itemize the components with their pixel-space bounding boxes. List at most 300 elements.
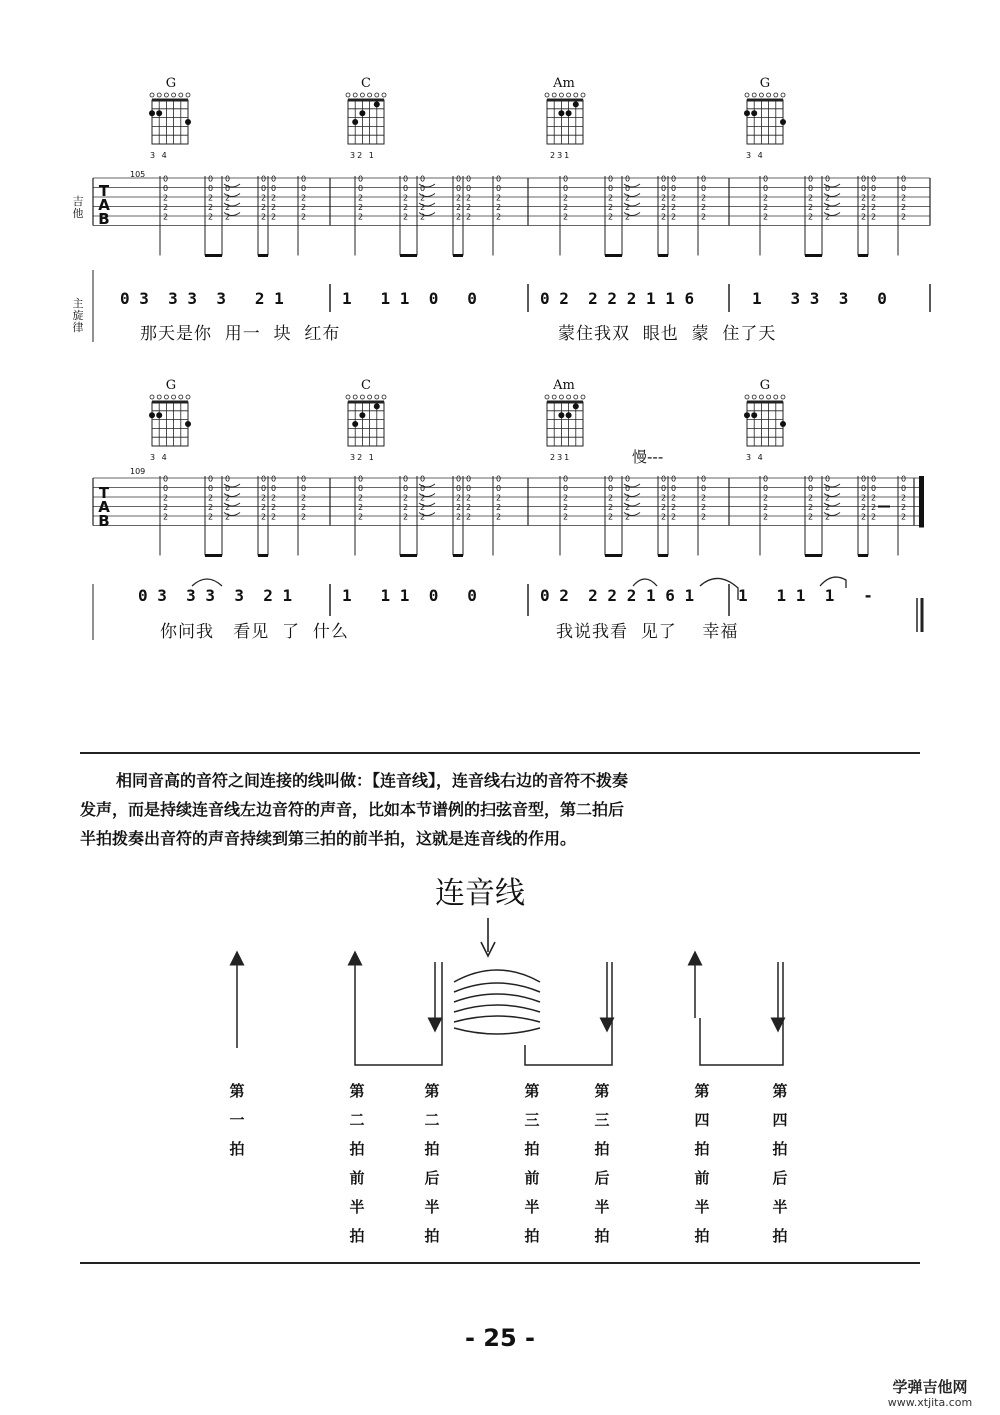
svg-text:0: 0	[208, 484, 214, 493]
svg-text:0: 0	[301, 184, 307, 193]
measure-number: 105	[130, 170, 146, 179]
svg-text:2: 2	[420, 212, 426, 222]
svg-text:2: 2	[608, 503, 614, 512]
svg-text:0: 0	[608, 474, 614, 484]
svg-text:0: 0	[420, 484, 426, 493]
svg-text:2: 2	[208, 193, 214, 203]
svg-text:0: 0	[271, 174, 277, 184]
svg-text:2: 2	[661, 512, 667, 522]
svg-text:2: 2	[608, 212, 614, 222]
rhythm-beam	[355, 962, 442, 1065]
svg-text:2: 2	[901, 512, 907, 522]
finger-dot	[780, 421, 786, 427]
beat-label-column	[690, 1077, 714, 1251]
jianpu-measure: 1 1 1 1 -	[738, 586, 873, 605]
svg-text:2: 2	[861, 512, 867, 522]
svg-text:2: 2	[861, 503, 867, 512]
svg-text:2: 2	[163, 212, 169, 222]
svg-text:2: 2	[403, 503, 409, 512]
svg-text:2: 2	[701, 512, 707, 522]
svg-text:2: 2	[456, 203, 462, 212]
beat-label-char: 半	[349, 1198, 365, 1216]
svg-text:0: 0	[208, 174, 214, 184]
svg-text:0: 0	[608, 174, 614, 184]
lyrics-line: 你问我 看见 了 什么	[160, 622, 349, 642]
svg-text:2: 2	[871, 193, 877, 203]
svg-text:2: 2	[163, 503, 169, 512]
lyrics-line: 那天是你 用一 块 红布	[140, 324, 341, 344]
svg-text:2: 2	[261, 212, 267, 222]
svg-text:2: 2	[901, 493, 907, 503]
svg-text:2: 2	[301, 503, 307, 512]
lyrics-line: 蒙住我双 眼也 蒙 住了天	[558, 324, 777, 344]
svg-text:2: 2	[261, 193, 267, 203]
beat-label-char: 拍	[594, 1140, 610, 1158]
finger-dot	[359, 412, 365, 418]
chord-diagram	[346, 395, 386, 446]
beat-label-char: 第	[594, 1082, 610, 1100]
beat-label-char: 第	[349, 1082, 365, 1100]
svg-text:0: 0	[671, 184, 677, 193]
svg-text:2: 2	[496, 212, 502, 222]
beat-label-char: 三	[594, 1111, 610, 1129]
jianpu-measure: 1 1 1 0 0	[342, 586, 477, 605]
beat-label-column	[520, 1077, 544, 1251]
svg-text:2: 2	[261, 512, 267, 522]
beat-label-char: 三	[524, 1111, 540, 1129]
svg-text:2: 2	[901, 503, 907, 512]
svg-text:2: 2	[563, 193, 569, 203]
svg-text:0: 0	[901, 474, 907, 484]
beat-label-char: 后	[424, 1169, 440, 1187]
svg-text:2: 2	[871, 212, 877, 222]
svg-text:0: 0	[358, 484, 364, 493]
jianpu-barlines-system-1	[0, 270, 1000, 350]
svg-text:0: 0	[763, 184, 769, 193]
svg-text:0: 0	[701, 484, 707, 493]
svg-text:2: 2	[163, 203, 169, 212]
chord-name: Am	[553, 76, 575, 91]
svg-text:2: 2	[456, 493, 462, 503]
svg-text:0: 0	[456, 474, 462, 484]
chord-diagram	[149, 395, 191, 446]
jianpu-measure: 0 3 3 3 3 2 1	[120, 289, 284, 308]
svg-text:2: 2	[420, 503, 426, 512]
svg-text:0: 0	[625, 174, 631, 184]
svg-text:2: 2	[225, 503, 231, 512]
beat-label-char: 前	[524, 1169, 540, 1187]
svg-text:2: 2	[861, 203, 867, 212]
svg-text:2: 2	[403, 193, 409, 203]
tie-arcs	[454, 970, 540, 1034]
svg-text:0: 0	[808, 474, 814, 484]
beat-label-char: 拍	[349, 1227, 365, 1245]
svg-text:0: 0	[163, 184, 169, 193]
svg-text:2: 2	[901, 212, 907, 222]
svg-text:2: 2	[466, 512, 472, 522]
svg-text:2: 2	[301, 493, 307, 503]
svg-text:2: 2	[861, 493, 867, 503]
svg-text:0: 0	[625, 474, 631, 484]
svg-text:0: 0	[901, 184, 907, 193]
strum-diagram	[0, 900, 1000, 1080]
beat-label-char: 拍	[594, 1227, 610, 1245]
finger-dot	[185, 421, 191, 427]
svg-text:2: 2	[403, 212, 409, 222]
svg-text:2: 2	[163, 493, 169, 503]
svg-text:2: 2	[466, 212, 472, 222]
svg-text:2: 2	[808, 512, 814, 522]
svg-text:0: 0	[701, 474, 707, 484]
svg-text:2: 2	[825, 193, 831, 203]
svg-text:2: 2	[825, 512, 831, 522]
svg-text:0: 0	[261, 484, 267, 493]
svg-text:2: 2	[358, 503, 364, 512]
svg-text:0: 0	[671, 174, 677, 184]
site-url: www.xtjita.com	[887, 1396, 973, 1409]
chord-diagrams-system-2	[0, 0, 1000, 480]
tie-explanation	[80, 766, 916, 853]
svg-text:2: 2	[163, 193, 169, 203]
ties-and-barlines	[0, 560, 1000, 640]
svg-text:2: 2	[671, 512, 677, 522]
svg-text:2: 2	[301, 212, 307, 222]
chord-name: G	[759, 76, 771, 91]
svg-text:2: 2	[208, 203, 214, 212]
jianpu-measure: 1 1 1 0 0	[342, 289, 477, 308]
svg-text:0: 0	[871, 484, 877, 493]
tab-clef: T A B	[98, 484, 110, 530]
svg-text:2: 2	[625, 193, 631, 203]
svg-text:2: 2	[763, 503, 769, 512]
explanation-line: 发声，而是持续连音线左边音符的声音，比如本节谱例的扫弦音型，第二拍后	[80, 800, 625, 819]
svg-text:2: 2	[261, 493, 267, 503]
svg-text:2: 2	[825, 503, 831, 512]
beat-label-char: 第	[772, 1082, 788, 1100]
chord-fingering: 231	[550, 453, 572, 462]
melody-label: 主旋律	[72, 297, 84, 334]
explanation-line: 半拍拨奏出音符的声音持续到第三拍的前半拍，这就是连音线的作用。	[80, 829, 577, 848]
svg-text:2: 2	[261, 503, 267, 512]
svg-text:0: 0	[563, 484, 569, 493]
svg-text:2: 2	[871, 493, 877, 503]
svg-text:0: 0	[225, 184, 231, 193]
svg-text:0: 0	[261, 474, 267, 484]
svg-text:2: 2	[225, 203, 231, 212]
beat-label-char: 半	[772, 1198, 788, 1216]
svg-text:2: 2	[466, 503, 472, 512]
beat-label-char: 一	[229, 1111, 245, 1129]
jianpu-measure: 0 3 3 3 3 2 1	[138, 586, 293, 605]
svg-text:0: 0	[225, 474, 231, 484]
chord-fingering: 3 4	[150, 453, 169, 462]
svg-text:2: 2	[563, 512, 569, 522]
chord-fingering: 32 1	[350, 151, 376, 160]
beat-label-column	[345, 1077, 369, 1251]
svg-text:2: 2	[825, 203, 831, 212]
svg-text:2: 2	[271, 493, 277, 503]
beat-label-char: 后	[772, 1169, 788, 1187]
svg-text:2: 2	[208, 493, 214, 503]
svg-text:0: 0	[871, 184, 877, 193]
svg-text:2: 2	[225, 193, 231, 203]
jianpu-measure: 1 3 3 3 0	[752, 289, 887, 308]
beat-label-char: 拍	[772, 1227, 788, 1245]
svg-text:0: 0	[301, 474, 307, 484]
svg-text:0: 0	[403, 184, 409, 193]
svg-text:2: 2	[671, 212, 677, 222]
svg-text:2: 2	[420, 193, 426, 203]
divider-top	[80, 752, 920, 754]
svg-text:2: 2	[358, 193, 364, 203]
svg-text:0: 0	[496, 474, 502, 484]
beat-label-char: 拍	[424, 1140, 440, 1158]
beat-label-char: 二	[424, 1111, 440, 1129]
svg-text:0: 0	[456, 484, 462, 493]
svg-text:2: 2	[301, 203, 307, 212]
svg-text:0: 0	[661, 484, 667, 493]
svg-text:0: 0	[871, 474, 877, 484]
svg-text:2: 2	[825, 212, 831, 222]
svg-text:2: 2	[496, 512, 502, 522]
svg-text:2: 2	[625, 493, 631, 503]
svg-text:2: 2	[563, 493, 569, 503]
svg-text:2: 2	[701, 212, 707, 222]
svg-text:2: 2	[671, 493, 677, 503]
beat-label-char: 前	[349, 1169, 365, 1187]
svg-text:2: 2	[901, 193, 907, 203]
svg-text:0: 0	[358, 474, 364, 484]
site-name: 学弹吉他网	[892, 1378, 968, 1396]
svg-text:2: 2	[701, 503, 707, 512]
chord-name: G	[165, 76, 177, 91]
beat-label-char: 前	[694, 1169, 710, 1187]
beat-label-char: 二	[349, 1111, 365, 1129]
svg-text:0: 0	[901, 174, 907, 184]
svg-text:2: 2	[420, 493, 426, 503]
svg-text:0: 0	[163, 484, 169, 493]
svg-text:2: 2	[901, 203, 907, 212]
svg-text:2: 2	[163, 512, 169, 522]
beat-label-column	[420, 1077, 444, 1251]
beat-label-char: 拍	[772, 1140, 788, 1158]
svg-text:2: 2	[763, 203, 769, 212]
svg-text:2: 2	[301, 193, 307, 203]
svg-text:2: 2	[403, 493, 409, 503]
svg-text:0: 0	[763, 174, 769, 184]
svg-text:0: 0	[861, 174, 867, 184]
tie-pointer-arrow	[481, 918, 495, 956]
svg-text:2: 2	[625, 512, 631, 522]
svg-text:2: 2	[403, 203, 409, 212]
beat-label-column	[590, 1077, 614, 1251]
beat-label-column	[225, 1077, 249, 1164]
beat-label-char: 第	[424, 1082, 440, 1100]
tempo-mark: 慢---	[632, 448, 664, 466]
svg-text:0: 0	[163, 174, 169, 184]
svg-text:0: 0	[608, 184, 614, 193]
svg-text:2: 2	[608, 493, 614, 503]
finger-dot	[156, 412, 162, 418]
svg-text:0: 0	[861, 184, 867, 193]
svg-text:0: 0	[825, 474, 831, 484]
svg-text:2: 2	[208, 512, 214, 522]
svg-text:0: 0	[466, 484, 472, 493]
chord-name: G	[165, 378, 177, 393]
svg-text:0: 0	[671, 484, 677, 493]
beat-label-char: 拍	[694, 1227, 710, 1245]
svg-text:0: 0	[808, 484, 814, 493]
chord-name: Am	[553, 378, 575, 393]
svg-text:2: 2	[563, 503, 569, 512]
svg-text:2: 2	[861, 193, 867, 203]
finger-dot	[751, 412, 757, 418]
svg-text:2: 2	[608, 512, 614, 522]
finger-dot	[744, 412, 750, 418]
svg-text:0: 0	[403, 474, 409, 484]
svg-text:2: 2	[456, 512, 462, 522]
svg-text:0: 0	[661, 174, 667, 184]
svg-text:0: 0	[563, 184, 569, 193]
svg-text:2: 2	[808, 503, 814, 512]
svg-text:0: 0	[261, 184, 267, 193]
svg-text:2: 2	[625, 503, 631, 512]
svg-text:0: 0	[301, 174, 307, 184]
svg-text:2: 2	[671, 203, 677, 212]
svg-text:0: 0	[403, 484, 409, 493]
svg-text:0: 0	[225, 484, 231, 493]
svg-text:2: 2	[808, 203, 814, 212]
svg-text:2: 2	[808, 493, 814, 503]
svg-text:2: 2	[496, 193, 502, 203]
jianpu-measure: 0 2 2 2 2 1 6 1	[540, 586, 695, 605]
svg-text:2: 2	[420, 203, 426, 212]
beat-label-char: 第	[524, 1082, 540, 1100]
explanation-line: 相同音高的音符之间连接的线叫做：【连音线】，连音线右边的音符不拨奏	[116, 771, 629, 790]
svg-text:2: 2	[358, 212, 364, 222]
beat-label-char: 第	[694, 1082, 710, 1100]
svg-text:2: 2	[225, 212, 231, 222]
svg-text:2: 2	[871, 512, 877, 522]
svg-text:0: 0	[871, 174, 877, 184]
svg-text:0: 0	[403, 174, 409, 184]
svg-text:2: 2	[271, 503, 277, 512]
svg-text:0: 0	[208, 184, 214, 193]
beat-label-char: 半	[524, 1198, 540, 1216]
svg-text:2: 2	[871, 203, 877, 212]
lyrics-line: 我说我看 见了 幸福	[556, 622, 739, 642]
svg-text:2: 2	[225, 512, 231, 522]
svg-text:2: 2	[661, 212, 667, 222]
svg-text:2: 2	[208, 503, 214, 512]
svg-text:0: 0	[625, 184, 631, 193]
svg-text:2: 2	[466, 203, 472, 212]
chord-name: C	[361, 76, 371, 91]
svg-text:0: 0	[420, 174, 426, 184]
svg-text:2: 2	[496, 493, 502, 503]
svg-text:2: 2	[403, 512, 409, 522]
measure-number: 109	[130, 467, 146, 476]
guitar-label: 吉他	[72, 195, 84, 220]
svg-text:0: 0	[763, 484, 769, 493]
svg-text:2: 2	[608, 193, 614, 203]
svg-text:2: 2	[420, 512, 426, 522]
svg-text:0: 0	[466, 174, 472, 184]
finger-dot	[558, 412, 564, 418]
svg-text:2: 2	[808, 212, 814, 222]
finger-dot	[374, 403, 380, 409]
beat-label-char: 四	[772, 1111, 788, 1129]
svg-text:2: 2	[661, 193, 667, 203]
svg-text:2: 2	[763, 193, 769, 203]
svg-text:0: 0	[466, 474, 472, 484]
svg-text:2: 2	[261, 203, 267, 212]
svg-text:0: 0	[163, 474, 169, 484]
svg-text:0: 0	[901, 484, 907, 493]
svg-text:2: 2	[271, 203, 277, 212]
svg-text:2: 2	[271, 512, 277, 522]
svg-text:0: 0	[301, 484, 307, 493]
svg-text:2: 2	[271, 212, 277, 222]
svg-text:0: 0	[496, 184, 502, 193]
finger-dot	[566, 412, 572, 418]
beat-label-char: 四	[694, 1111, 710, 1129]
chord-fingering: 3 4	[150, 151, 169, 160]
svg-text:0: 0	[701, 184, 707, 193]
svg-text:2: 2	[358, 512, 364, 522]
svg-text:0: 0	[456, 174, 462, 184]
svg-text:0: 0	[701, 174, 707, 184]
svg-text:0: 0	[763, 474, 769, 484]
svg-text:0: 0	[563, 474, 569, 484]
svg-text:0: 0	[825, 484, 831, 493]
svg-text:0: 0	[808, 174, 814, 184]
svg-text:2: 2	[701, 203, 707, 212]
chord-fingering: 3 4	[746, 453, 765, 462]
svg-text:2: 2	[871, 503, 877, 512]
chord-fingering: 231	[550, 151, 572, 160]
jianpu-measure: 0 2 2 2 2 1 1 6	[540, 289, 695, 308]
svg-text:0: 0	[420, 474, 426, 484]
svg-text:0: 0	[563, 174, 569, 184]
svg-text:0: 0	[496, 174, 502, 184]
svg-text:2: 2	[456, 212, 462, 222]
chord-name: G	[759, 378, 771, 393]
svg-text:0: 0	[225, 174, 231, 184]
beat-label-char: 拍	[524, 1140, 540, 1158]
svg-text:0: 0	[466, 184, 472, 193]
svg-text:2: 2	[861, 212, 867, 222]
svg-text:2: 2	[496, 203, 502, 212]
svg-text:2: 2	[563, 203, 569, 212]
svg-text:0: 0	[808, 184, 814, 193]
svg-text:0: 0	[208, 474, 214, 484]
svg-text:2: 2	[625, 212, 631, 222]
svg-text:2: 2	[671, 193, 677, 203]
svg-text:2: 2	[763, 212, 769, 222]
beat-label-char: 拍	[524, 1227, 540, 1245]
svg-text:0: 0	[825, 174, 831, 184]
diagram-title: 连音线	[435, 876, 525, 911]
svg-text:2: 2	[661, 493, 667, 503]
svg-text:2: 2	[225, 493, 231, 503]
svg-text:2: 2	[763, 512, 769, 522]
tab-clef: T A B	[98, 182, 110, 228]
svg-text:0: 0	[661, 184, 667, 193]
chord-name: C	[361, 378, 371, 393]
svg-text:2: 2	[563, 212, 569, 222]
svg-text:2: 2	[825, 493, 831, 503]
